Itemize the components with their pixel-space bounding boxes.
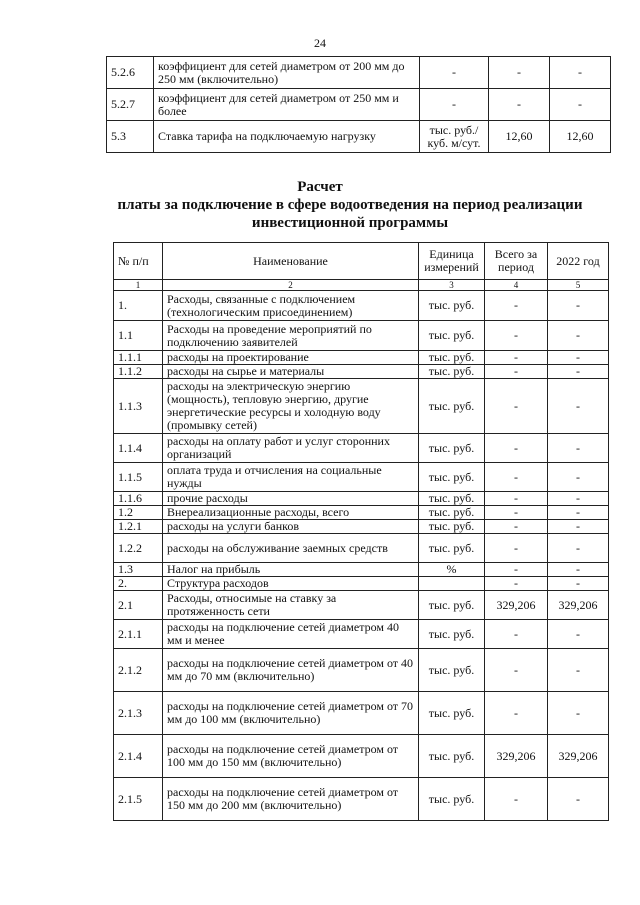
column-index: 4 (485, 280, 548, 291)
row-name: расходы на электрическую энергию (мощность), тепловую энергию, другие энергетические ресурсы и холодную воду (промывку сетей) (163, 379, 419, 434)
row-number: 1.1.4 (114, 434, 163, 463)
row-name: Внереализационные расходы, всего (163, 506, 419, 520)
row-total: - (485, 379, 548, 434)
row-number: 1.1 (114, 321, 163, 351)
page-number: 24 (314, 36, 326, 50)
row-number: 1.1.1 (114, 351, 163, 365)
row-number: 2.1.1 (114, 620, 163, 649)
row-number: 1.1.6 (114, 492, 163, 506)
row-name: Расходы на проведение мероприятий по подключению заявителей (163, 321, 419, 351)
row-number: 2.1.3 (114, 692, 163, 735)
row-name: расходы на обслуживание заемных средств (163, 534, 419, 563)
row-name: прочие расходы (163, 492, 419, 506)
table-row (114, 463, 609, 492)
row-name: Расходы, связанные с подключением (технологическим присоединением) (163, 291, 419, 321)
row-unit: тыс. руб. (419, 735, 485, 778)
column-header-name: Наименование (163, 243, 419, 280)
row-name: коэффициент для сетей диаметром от 250 мм и более (154, 89, 420, 121)
row-unit: тыс. руб. (419, 463, 485, 492)
row-unit: тыс. руб. (419, 434, 485, 463)
row-name: Налог на прибыль (163, 563, 419, 577)
row-total: - (485, 778, 548, 821)
row-year-value: - (548, 365, 609, 379)
column-header-total: Всего за период (485, 243, 548, 280)
row-total: - (485, 563, 548, 577)
table-row (114, 365, 609, 379)
table-row (114, 778, 609, 821)
column-index-row (114, 280, 609, 291)
row-number: 2. (114, 577, 163, 591)
row-unit: тыс. руб. (419, 778, 485, 821)
row-value: - (489, 57, 550, 89)
row-total: - (485, 520, 548, 534)
heading-line-1: Расчет (297, 179, 343, 195)
table-row (114, 434, 609, 463)
row-unit: тыс. руб. (419, 520, 485, 534)
row-total: - (485, 434, 548, 463)
table-row (107, 57, 611, 89)
row-year-value: 329,206 (548, 591, 609, 620)
row-value: 12,60 (550, 121, 611, 153)
row-total: - (485, 321, 548, 351)
row-year-value: - (548, 351, 609, 365)
row-year-value: - (548, 620, 609, 649)
row-unit: тыс. руб. (419, 492, 485, 506)
heading-line-2: платы за подключение в сфере водоотведения на период реализации (117, 197, 583, 213)
column-header-unit: Единица измерений (419, 243, 485, 280)
row-unit: тыс. руб. (419, 365, 485, 379)
row-year-value: - (548, 291, 609, 321)
row-total: - (485, 620, 548, 649)
row-value: - (489, 89, 550, 121)
table-row (114, 291, 609, 321)
table-row (114, 379, 609, 434)
row-total: - (485, 692, 548, 735)
row-total: - (485, 291, 548, 321)
row-unit: тыс. руб. (419, 591, 485, 620)
row-year-value: - (548, 379, 609, 434)
row-year-value: - (548, 577, 609, 591)
table-row (114, 520, 609, 534)
row-value: - (550, 89, 611, 121)
row-year-value: - (548, 534, 609, 563)
row-unit: - (420, 89, 489, 121)
heading-line-3: инвестиционной программы (251, 215, 449, 231)
row-number: 5.2.7 (107, 89, 154, 121)
row-year-value: - (548, 649, 609, 692)
row-unit: - (420, 57, 489, 89)
row-total: - (485, 463, 548, 492)
row-name: расходы на подключение сетей диаметром от 150 мм до 200 мм (включительно) (163, 778, 419, 821)
row-unit: тыс. руб. (419, 620, 485, 649)
table-row (114, 577, 609, 591)
row-total: - (485, 577, 548, 591)
row-unit: тыс. руб. (419, 291, 485, 321)
column-index: 2 (163, 280, 419, 291)
row-name: Структура расходов (163, 577, 419, 591)
row-year-value: - (548, 563, 609, 577)
row-year-value: - (548, 506, 609, 520)
row-year-value: - (548, 778, 609, 821)
table-row (114, 563, 609, 577)
row-unit: тыс. руб./ куб. м/сут. (420, 121, 489, 153)
column-header-num: № п/п (114, 243, 163, 280)
column-index: 1 (114, 280, 163, 291)
row-value: 12,60 (489, 121, 550, 153)
row-year-value: - (548, 463, 609, 492)
row-number: 1.1.2 (114, 365, 163, 379)
row-name: расходы на услуги банков (163, 520, 419, 534)
table-row (114, 591, 609, 620)
row-number: 2.1 (114, 591, 163, 620)
row-total: 329,206 (485, 591, 548, 620)
table-row (114, 692, 609, 735)
row-number: 5.3 (107, 121, 154, 153)
row-name: расходы на подключение сетей диаметром 40 мм и менее (163, 620, 419, 649)
table-row (114, 649, 609, 692)
row-year-value: 329,206 (548, 735, 609, 778)
row-unit: % (419, 563, 485, 577)
table-row (107, 89, 611, 121)
row-year-value: - (548, 520, 609, 534)
row-unit: тыс. руб. (419, 379, 485, 434)
column-header-year: 2022 год (548, 243, 609, 280)
table-row (114, 534, 609, 563)
row-number: 2.1.2 (114, 649, 163, 692)
column-index: 3 (419, 280, 485, 291)
row-name: расходы на сырье и материалы (163, 365, 419, 379)
table-row (114, 321, 609, 351)
table-row (114, 735, 609, 778)
row-year-value: - (548, 434, 609, 463)
row-number: 1.2.2 (114, 534, 163, 563)
table-row (114, 620, 609, 649)
row-number: 1.2 (114, 506, 163, 520)
row-unit (419, 577, 485, 591)
row-number: 1. (114, 291, 163, 321)
row-year-value: - (548, 321, 609, 351)
row-number: 1.1.5 (114, 463, 163, 492)
row-number: 1.3 (114, 563, 163, 577)
tariff-table (106, 56, 611, 153)
row-number: 2.1.5 (114, 778, 163, 821)
row-total: - (485, 506, 548, 520)
table-header-row (114, 243, 609, 280)
row-total: - (485, 492, 548, 506)
row-unit: тыс. руб. (419, 351, 485, 365)
row-number: 2.1.4 (114, 735, 163, 778)
row-name: расходы на подключение сетей диаметром от 100 мм до 150 мм (включительно) (163, 735, 419, 778)
row-name: Ставка тарифа на подключаемую нагрузку (154, 121, 420, 153)
row-number: 1.1.3 (114, 379, 163, 434)
row-value: - (550, 57, 611, 89)
payment-calculation-table (113, 242, 609, 821)
table-row (114, 506, 609, 520)
row-name: оплата труда и отчисления на социальные нужды (163, 463, 419, 492)
row-number: 5.2.6 (107, 57, 154, 89)
table-row (107, 121, 611, 153)
row-name: Расходы, относимые на ставку за протяженность сети (163, 591, 419, 620)
row-unit: тыс. руб. (419, 534, 485, 563)
row-total: - (485, 649, 548, 692)
row-year-value: - (548, 492, 609, 506)
row-unit: тыс. руб. (419, 506, 485, 520)
row-total: - (485, 351, 548, 365)
table-row (114, 351, 609, 365)
column-index: 5 (548, 280, 609, 291)
row-name: коэффициент для сетей диаметром от 200 мм до 250 мм (включительно) (154, 57, 420, 89)
row-total: 329,206 (485, 735, 548, 778)
row-total: - (485, 365, 548, 379)
row-name: расходы на проектирование (163, 351, 419, 365)
row-name: расходы на подключение сетей диаметром от 40 мм до 70 мм (включительно) (163, 649, 419, 692)
row-number: 1.2.1 (114, 520, 163, 534)
row-unit: тыс. руб. (419, 649, 485, 692)
row-unit: тыс. руб. (419, 692, 485, 735)
row-name: расходы на подключение сетей диаметром от 70 мм до 100 мм (включительно) (163, 692, 419, 735)
row-name: расходы на оплату работ и услуг сторонних организаций (163, 434, 419, 463)
row-unit: тыс. руб. (419, 321, 485, 351)
row-total: - (485, 534, 548, 563)
table-row (114, 492, 609, 506)
row-year-value: - (548, 692, 609, 735)
